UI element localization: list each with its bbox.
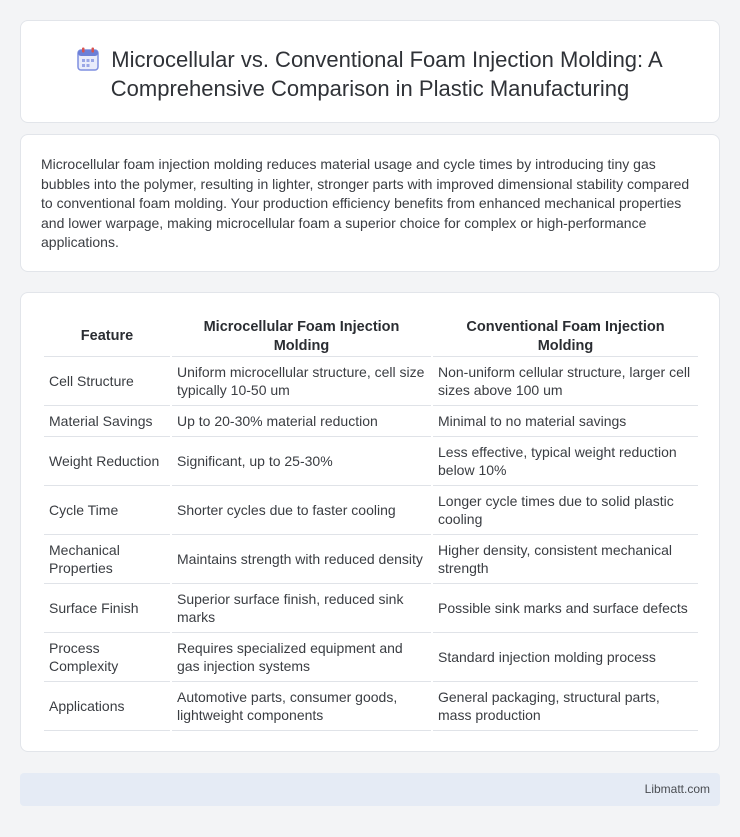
table-row (44, 535, 698, 584)
header-feature: Feature (44, 317, 170, 357)
table-row (44, 437, 698, 486)
intro-paragraph: Microcellular foam injection molding reduces material usage and cycle times by introducing tiny gas bubbles into the polymer, resulting in lighter, stronger parts with improved dimensional stability compared to conventional foam molding. Your production efficiency benefits from enhanced mechanical properties and lower warpage, making microcellular foam a superior choice for complex or high-performance applications. (41, 156, 690, 250)
cell-feature: Mechanical Properties (44, 535, 170, 584)
cell-microcellular: Requires specialized equipment and gas injection systems (172, 633, 431, 682)
table-row (44, 584, 698, 633)
cell-microcellular: Superior surface finish, reduced sink marks (172, 584, 431, 633)
cell-conventional: Higher density, consistent mechanical strength (433, 535, 698, 584)
comparison-card (20, 292, 720, 752)
cell-microcellular: Maintains strength with reduced density (172, 535, 431, 584)
table-row (44, 406, 698, 437)
cell-feature: Process Complexity (44, 633, 170, 682)
table-header-row (44, 317, 698, 357)
cell-microcellular: Significant, up to 25-30% (172, 437, 431, 486)
cell-conventional: Standard injection molding process (433, 633, 698, 682)
table-row (44, 486, 698, 535)
cell-microcellular: Shorter cycles due to faster cooling (172, 486, 431, 535)
header-microcellular: Microcellular Foam Injection Molding (172, 317, 431, 357)
cell-conventional: Non-uniform cellular structure, larger cell sizes above 100 um (433, 357, 698, 406)
page-title-text: Microcellular vs. Conventional Foam Injection Molding: A Comprehensive Comparison in Plastic Manufacturing (110, 47, 663, 101)
cell-feature: Cycle Time (44, 486, 170, 535)
cell-conventional: Possible sink marks and surface defects (433, 584, 698, 633)
cell-feature: Weight Reduction (44, 437, 170, 486)
cell-feature: Cell Structure (44, 357, 170, 406)
intro-card (20, 134, 720, 272)
cell-microcellular: Up to 20-30% material reduction (172, 406, 431, 437)
footer-site-link[interactable]: Libmatt.com (644, 782, 710, 796)
cell-feature: Applications (44, 682, 170, 731)
title-card (20, 20, 720, 123)
table-row (44, 633, 698, 682)
cell-conventional: Longer cycle times due to solid plastic cooling (433, 486, 698, 535)
cell-microcellular: Uniform microcellular structure, cell size typically 10-50 um (172, 357, 431, 406)
footer-bar (20, 773, 720, 806)
page-title (41, 45, 699, 103)
cell-conventional: General packaging, structural parts, mass production (433, 682, 698, 731)
table-row (44, 357, 698, 406)
cell-microcellular: Automotive parts, consumer goods, lightweight components (172, 682, 431, 731)
comparison-table (42, 317, 700, 731)
cell-conventional: Minimal to no material savings (433, 406, 698, 437)
table-row (44, 682, 698, 731)
cell-conventional: Less effective, typical weight reduction below 10% (433, 437, 698, 486)
cell-feature: Material Savings (44, 406, 170, 437)
cell-feature: Surface Finish (44, 584, 170, 633)
calendar-icon (77, 47, 99, 71)
header-conventional: Conventional Foam Injection Molding (433, 317, 698, 357)
